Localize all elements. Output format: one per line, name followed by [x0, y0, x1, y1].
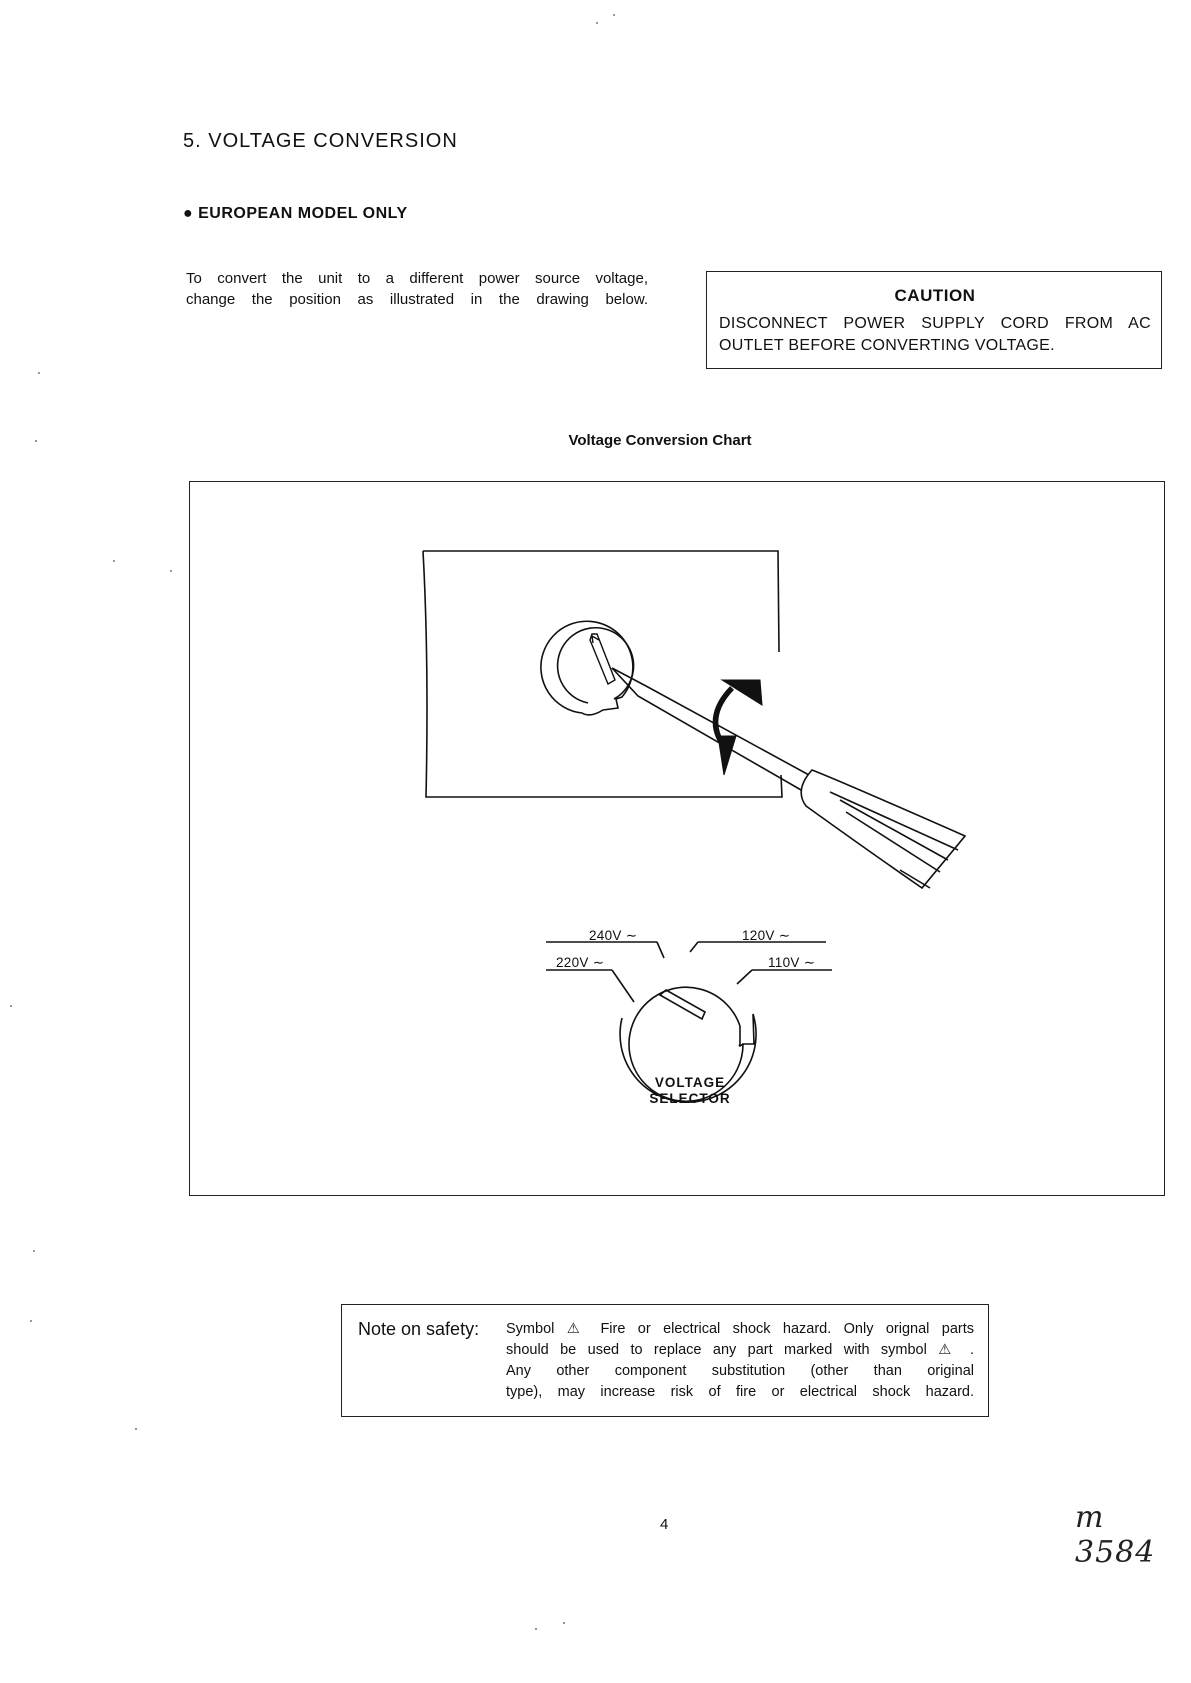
caution-title: CAUTION: [894, 286, 976, 305]
label-120v: 120V ∼: [742, 928, 791, 943]
caution-line: OUTLET BEFORE CONVERTING VOLTAGE.: [719, 337, 1055, 354]
selector-label-line2: SELECTOR: [649, 1091, 731, 1106]
caution-line: DISCONNECT POWER SUPPLY CORD FROM AC: [719, 315, 1151, 332]
safety-line: should be used to replace any part marked with symbol ⚠ .: [506, 1342, 974, 1358]
safety-line: type), may increase risk of fire or electrical shock hazard.: [506, 1384, 974, 1400]
subheading: ● EUROPEAN MODEL ONLY: [183, 205, 408, 222]
selector-label-line1: VOLTAGE: [654, 1075, 726, 1090]
screwdriver-icon: [612, 668, 965, 888]
safety-line: Symbol ⚠ Fire or electrical shock hazard. Only orignal parts: [506, 1321, 974, 1337]
safety-text: [506, 1319, 974, 1403]
chart-title: Voltage Conversion Chart: [568, 432, 752, 449]
label-220v: 220V ∼: [556, 955, 605, 970]
panel-selector-icon: [541, 621, 634, 715]
handwritten-note: m 3584: [1075, 1500, 1156, 1570]
page-number: 4: [660, 1516, 669, 1533]
label-240v: 240V ∼: [589, 928, 638, 943]
intro-line: To convert the unit to a different power source voltage,: [186, 270, 648, 287]
safety-line: Any other component substitution (other than original: [506, 1363, 974, 1379]
safety-note-box: [341, 1304, 989, 1417]
label-110v: 110V ∼: [768, 955, 816, 970]
intro-line: change the position as illustrated in the drawing below.: [186, 291, 648, 308]
section-title: 5. VOLTAGE CONVERSION: [183, 130, 458, 152]
safety-label: Note on safety:: [358, 1319, 480, 1339]
